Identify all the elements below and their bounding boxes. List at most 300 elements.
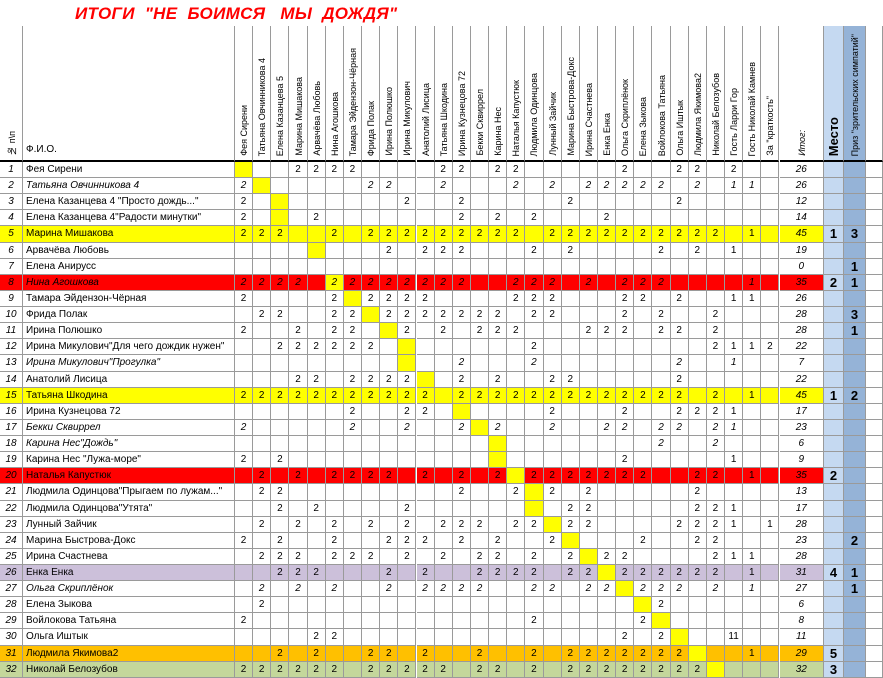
score-cell[interactable]: [761, 323, 779, 339]
participant-name-cell[interactable]: Бекки Сквиррел: [23, 420, 235, 436]
participant-name-cell[interactable]: Лунный Зайчик: [23, 517, 235, 533]
score-cell[interactable]: [344, 581, 362, 597]
score-cell[interactable]: [562, 355, 580, 371]
score-cell[interactable]: [344, 662, 362, 678]
score-cell[interactable]: 2: [562, 549, 580, 565]
score-cell[interactable]: [453, 436, 471, 452]
score-cell[interactable]: [761, 420, 779, 436]
score-cell[interactable]: [289, 646, 307, 662]
score-cell[interactable]: 2: [271, 501, 289, 517]
score-cell[interactable]: [743, 243, 761, 259]
score-cell[interactable]: [289, 226, 307, 242]
score-cell[interactable]: [489, 243, 507, 259]
score-cell[interactable]: [562, 420, 580, 436]
score-cell[interactable]: [326, 194, 344, 210]
score-cell[interactable]: 2: [562, 517, 580, 533]
score-cell[interactable]: [616, 501, 634, 517]
score-cell[interactable]: [489, 629, 507, 645]
score-cell[interactable]: [235, 243, 253, 259]
score-cell[interactable]: [471, 501, 489, 517]
participant-name-cell[interactable]: Ирина Счастнева: [23, 549, 235, 565]
score-cell[interactable]: [471, 404, 489, 420]
score-cell[interactable]: [671, 452, 689, 468]
score-cell[interactable]: 2: [398, 533, 416, 549]
score-cell[interactable]: [308, 259, 326, 275]
score-cell[interactable]: 2: [271, 226, 289, 242]
score-cell[interactable]: [289, 355, 307, 371]
score-cell[interactable]: 2: [525, 565, 543, 581]
score-cell[interactable]: [525, 372, 543, 388]
score-cell[interactable]: 2: [652, 388, 670, 404]
score-cell[interactable]: 2: [562, 226, 580, 242]
score-cell[interactable]: [725, 226, 743, 242]
score-cell[interactable]: [689, 307, 707, 323]
score-cell[interactable]: [271, 178, 289, 194]
score-cell[interactable]: [289, 194, 307, 210]
score-cell[interactable]: 2: [580, 468, 598, 484]
score-cell[interactable]: [235, 307, 253, 323]
score-cell[interactable]: [271, 291, 289, 307]
score-cell[interactable]: [598, 452, 616, 468]
score-cell[interactable]: [634, 549, 652, 565]
score-cell[interactable]: [417, 613, 435, 629]
score-cell[interactable]: 2: [417, 533, 435, 549]
score-cell[interactable]: [435, 597, 453, 613]
score-cell[interactable]: [453, 565, 471, 581]
score-cell[interactable]: [362, 436, 380, 452]
score-cell[interactable]: [634, 355, 652, 371]
score-cell[interactable]: [743, 194, 761, 210]
score-cell[interactable]: 2: [417, 307, 435, 323]
score-cell[interactable]: [435, 420, 453, 436]
score-cell[interactable]: 2: [253, 275, 271, 291]
participant-name-cell[interactable]: Фея Сирени: [23, 162, 235, 178]
score-cell[interactable]: [344, 629, 362, 645]
score-cell[interactable]: 2: [616, 468, 634, 484]
score-cell[interactable]: 2: [435, 243, 453, 259]
score-cell[interactable]: 2: [289, 468, 307, 484]
score-cell[interactable]: [544, 629, 562, 645]
score-cell[interactable]: 2: [634, 275, 652, 291]
score-cell[interactable]: [289, 307, 307, 323]
score-cell[interactable]: [743, 404, 761, 420]
score-cell[interactable]: 2: [362, 275, 380, 291]
score-cell[interactable]: [253, 565, 271, 581]
score-cell[interactable]: [743, 420, 761, 436]
score-cell[interactable]: 2: [289, 275, 307, 291]
score-cell[interactable]: 2: [289, 565, 307, 581]
score-cell[interactable]: [761, 259, 779, 275]
score-cell[interactable]: 2: [453, 484, 471, 500]
score-cell[interactable]: 2: [507, 323, 525, 339]
score-cell[interactable]: 2: [616, 646, 634, 662]
score-cell[interactable]: [562, 162, 580, 178]
score-cell[interactable]: [616, 436, 634, 452]
participant-name-cell[interactable]: Елена Анирусс: [23, 259, 235, 275]
score-cell[interactable]: [761, 597, 779, 613]
score-cell[interactable]: 2: [616, 275, 634, 291]
score-cell[interactable]: [417, 484, 435, 500]
score-cell[interactable]: [689, 646, 707, 662]
score-cell[interactable]: [652, 533, 670, 549]
score-cell[interactable]: 2: [689, 662, 707, 678]
score-cell[interactable]: 2: [344, 307, 362, 323]
score-cell[interactable]: [471, 259, 489, 275]
score-cell[interactable]: [652, 484, 670, 500]
score-cell[interactable]: 2: [253, 226, 271, 242]
score-cell[interactable]: [507, 452, 525, 468]
score-cell[interactable]: [380, 355, 398, 371]
header-judge-cell[interactable]: [507, 26, 525, 162]
score-cell[interactable]: [235, 468, 253, 484]
score-cell[interactable]: [580, 162, 598, 178]
score-cell[interactable]: 2: [707, 388, 725, 404]
score-cell[interactable]: 2: [453, 355, 471, 371]
score-cell[interactable]: 2: [453, 275, 471, 291]
score-cell[interactable]: [598, 243, 616, 259]
score-cell[interactable]: [489, 339, 507, 355]
score-cell[interactable]: [507, 420, 525, 436]
score-cell[interactable]: [743, 597, 761, 613]
score-cell[interactable]: [344, 597, 362, 613]
score-cell[interactable]: 2: [308, 210, 326, 226]
score-cell[interactable]: 2: [598, 468, 616, 484]
score-cell[interactable]: 2: [544, 420, 562, 436]
header-judge-cell[interactable]: [417, 26, 435, 162]
score-cell[interactable]: [725, 468, 743, 484]
score-cell[interactable]: [652, 162, 670, 178]
score-cell[interactable]: [435, 468, 453, 484]
score-cell[interactable]: [652, 355, 670, 371]
header-judge-cell[interactable]: [308, 26, 326, 162]
score-cell[interactable]: [380, 452, 398, 468]
score-cell[interactable]: 2: [489, 468, 507, 484]
score-cell[interactable]: 2: [380, 243, 398, 259]
score-cell[interactable]: [616, 339, 634, 355]
score-cell[interactable]: [689, 210, 707, 226]
score-cell[interactable]: 2: [289, 662, 307, 678]
score-cell[interactable]: [253, 210, 271, 226]
score-cell[interactable]: [289, 533, 307, 549]
score-cell[interactable]: [253, 420, 271, 436]
score-cell[interactable]: 2: [362, 226, 380, 242]
score-cell[interactable]: 2: [634, 581, 652, 597]
score-cell[interactable]: [761, 210, 779, 226]
participant-name-cell[interactable]: Татьяна Овчинникова 4: [23, 178, 235, 194]
score-cell[interactable]: [253, 243, 271, 259]
score-cell[interactable]: 2: [616, 420, 634, 436]
header-judge-cell[interactable]: [471, 26, 489, 162]
score-cell[interactable]: [435, 291, 453, 307]
score-cell[interactable]: 2: [398, 226, 416, 242]
score-cell[interactable]: [253, 162, 271, 178]
score-cell[interactable]: 2: [544, 178, 562, 194]
score-cell[interactable]: [761, 646, 779, 662]
header-judge-cell[interactable]: [253, 26, 271, 162]
score-cell[interactable]: [616, 210, 634, 226]
score-cell[interactable]: [308, 194, 326, 210]
score-cell[interactable]: [362, 501, 380, 517]
score-cell[interactable]: [362, 629, 380, 645]
score-cell[interactable]: [598, 404, 616, 420]
score-cell[interactable]: 1: [725, 355, 743, 371]
score-cell[interactable]: [562, 259, 580, 275]
participant-name-cell[interactable]: Тамара Эйдензон-Чёрная: [23, 291, 235, 307]
score-cell[interactable]: [253, 178, 271, 194]
score-cell[interactable]: 2: [435, 307, 453, 323]
score-cell[interactable]: [471, 178, 489, 194]
score-cell[interactable]: [235, 436, 253, 452]
score-cell[interactable]: [652, 210, 670, 226]
score-cell[interactable]: [525, 226, 543, 242]
score-cell[interactable]: [326, 178, 344, 194]
score-cell[interactable]: [326, 404, 344, 420]
score-cell[interactable]: [689, 420, 707, 436]
score-cell[interactable]: 2: [598, 549, 616, 565]
score-cell[interactable]: [326, 210, 344, 226]
score-cell[interactable]: [580, 355, 598, 371]
header-judge-cell[interactable]: [598, 26, 616, 162]
score-cell[interactable]: [235, 629, 253, 645]
score-cell[interactable]: 2: [580, 388, 598, 404]
score-cell[interactable]: [289, 436, 307, 452]
score-cell[interactable]: [308, 452, 326, 468]
score-cell[interactable]: 2: [616, 549, 634, 565]
score-cell[interactable]: 2: [616, 388, 634, 404]
score-cell[interactable]: [235, 501, 253, 517]
score-cell[interactable]: [544, 613, 562, 629]
score-cell[interactable]: [544, 452, 562, 468]
score-cell[interactable]: 2: [544, 484, 562, 500]
score-cell[interactable]: 2: [525, 662, 543, 678]
score-cell[interactable]: [362, 484, 380, 500]
score-cell[interactable]: [598, 629, 616, 645]
score-cell[interactable]: 2: [271, 646, 289, 662]
score-cell[interactable]: [634, 517, 652, 533]
score-cell[interactable]: [507, 355, 525, 371]
score-cell[interactable]: [417, 629, 435, 645]
score-cell[interactable]: 1: [725, 339, 743, 355]
score-cell[interactable]: [707, 162, 725, 178]
score-cell[interactable]: [362, 323, 380, 339]
score-cell[interactable]: [380, 404, 398, 420]
score-cell[interactable]: 2: [707, 323, 725, 339]
score-cell[interactable]: [544, 194, 562, 210]
score-cell[interactable]: 2: [235, 452, 253, 468]
score-cell[interactable]: [471, 339, 489, 355]
participant-name-cell[interactable]: Карина Нес"Дождь": [23, 436, 235, 452]
score-cell[interactable]: [707, 210, 725, 226]
score-cell[interactable]: [544, 501, 562, 517]
score-cell[interactable]: [562, 484, 580, 500]
score-cell[interactable]: 2: [652, 226, 670, 242]
score-cell[interactable]: 2: [634, 646, 652, 662]
header-judge-cell[interactable]: [453, 26, 471, 162]
score-cell[interactable]: [326, 501, 344, 517]
score-cell[interactable]: [308, 355, 326, 371]
score-cell[interactable]: [471, 484, 489, 500]
score-cell[interactable]: 2: [489, 372, 507, 388]
score-cell[interactable]: [562, 275, 580, 291]
score-cell[interactable]: 2: [398, 275, 416, 291]
score-cell[interactable]: [417, 517, 435, 533]
score-cell[interactable]: 2: [525, 339, 543, 355]
score-cell[interactable]: 2: [344, 420, 362, 436]
score-cell[interactable]: [289, 501, 307, 517]
score-cell[interactable]: 2: [398, 372, 416, 388]
score-cell[interactable]: [598, 613, 616, 629]
score-cell[interactable]: 2: [652, 323, 670, 339]
score-cell[interactable]: 2: [634, 178, 652, 194]
score-cell[interactable]: 2: [417, 243, 435, 259]
score-cell[interactable]: 2: [380, 533, 398, 549]
score-cell[interactable]: [489, 517, 507, 533]
score-cell[interactable]: 2: [271, 275, 289, 291]
score-cell[interactable]: 1: [743, 565, 761, 581]
score-cell[interactable]: [507, 629, 525, 645]
score-cell[interactable]: [634, 372, 652, 388]
score-cell[interactable]: 2: [671, 323, 689, 339]
score-cell[interactable]: 2: [616, 404, 634, 420]
score-cell[interactable]: [308, 178, 326, 194]
score-cell[interactable]: 2: [634, 565, 652, 581]
score-cell[interactable]: [689, 323, 707, 339]
score-cell[interactable]: [380, 210, 398, 226]
score-cell[interactable]: 2: [671, 194, 689, 210]
score-cell[interactable]: [235, 549, 253, 565]
score-cell[interactable]: 2: [326, 533, 344, 549]
score-cell[interactable]: [743, 210, 761, 226]
score-cell[interactable]: [326, 565, 344, 581]
score-cell[interactable]: [580, 597, 598, 613]
score-cell[interactable]: 2: [453, 210, 471, 226]
score-cell[interactable]: [761, 533, 779, 549]
score-cell[interactable]: [652, 291, 670, 307]
score-cell[interactable]: [326, 372, 344, 388]
score-cell[interactable]: [453, 339, 471, 355]
score-cell[interactable]: [235, 259, 253, 275]
score-cell[interactable]: [398, 452, 416, 468]
score-cell[interactable]: [725, 388, 743, 404]
score-cell[interactable]: 2: [562, 194, 580, 210]
score-cell[interactable]: [362, 597, 380, 613]
score-cell[interactable]: 2: [417, 226, 435, 242]
score-cell[interactable]: [652, 259, 670, 275]
score-cell[interactable]: [707, 194, 725, 210]
score-cell[interactable]: [671, 275, 689, 291]
score-cell[interactable]: [435, 629, 453, 645]
score-cell[interactable]: 2: [562, 662, 580, 678]
score-cell[interactable]: [580, 291, 598, 307]
score-cell[interactable]: [598, 162, 616, 178]
score-cell[interactable]: [471, 468, 489, 484]
score-cell[interactable]: 1: [725, 549, 743, 565]
score-cell[interactable]: 2: [253, 597, 271, 613]
score-cell[interactable]: 2: [616, 291, 634, 307]
score-cell[interactable]: 2: [580, 275, 598, 291]
score-cell[interactable]: [671, 613, 689, 629]
score-cell[interactable]: [308, 404, 326, 420]
score-cell[interactable]: 2: [417, 388, 435, 404]
score-cell[interactable]: 1: [743, 275, 761, 291]
score-cell[interactable]: [435, 484, 453, 500]
participant-name-cell[interactable]: Николай Белозубов: [23, 662, 235, 678]
score-cell[interactable]: [652, 517, 670, 533]
score-cell[interactable]: [725, 323, 743, 339]
score-cell[interactable]: 2: [398, 517, 416, 533]
score-cell[interactable]: 2: [652, 597, 670, 613]
score-cell[interactable]: [743, 533, 761, 549]
score-cell[interactable]: 2: [344, 323, 362, 339]
score-cell[interactable]: [398, 178, 416, 194]
score-cell[interactable]: [544, 323, 562, 339]
score-cell[interactable]: [671, 501, 689, 517]
score-cell[interactable]: [689, 549, 707, 565]
score-cell[interactable]: [562, 613, 580, 629]
score-cell[interactable]: [398, 597, 416, 613]
score-cell[interactable]: [380, 501, 398, 517]
score-cell[interactable]: [598, 194, 616, 210]
score-cell[interactable]: 1: [743, 468, 761, 484]
score-cell[interactable]: [344, 210, 362, 226]
score-cell[interactable]: [308, 468, 326, 484]
score-cell[interactable]: [308, 436, 326, 452]
score-cell[interactable]: 2: [634, 388, 652, 404]
score-cell[interactable]: 2: [507, 178, 525, 194]
score-cell[interactable]: [562, 323, 580, 339]
score-cell[interactable]: [743, 484, 761, 500]
score-cell[interactable]: 2: [362, 178, 380, 194]
score-cell[interactable]: [652, 468, 670, 484]
score-cell[interactable]: 2: [453, 162, 471, 178]
score-cell[interactable]: 2: [271, 565, 289, 581]
score-cell[interactable]: 2: [525, 355, 543, 371]
score-cell[interactable]: 2: [525, 549, 543, 565]
score-cell[interactable]: [344, 452, 362, 468]
score-cell[interactable]: 2: [380, 662, 398, 678]
score-cell[interactable]: [562, 404, 580, 420]
score-cell[interactable]: [253, 613, 271, 629]
score-cell[interactable]: [598, 307, 616, 323]
score-cell[interactable]: 1: [743, 339, 761, 355]
score-cell[interactable]: 2: [471, 307, 489, 323]
score-cell[interactable]: 2: [707, 404, 725, 420]
score-cell[interactable]: 2: [453, 388, 471, 404]
score-cell[interactable]: 2: [326, 226, 344, 242]
score-cell[interactable]: [507, 597, 525, 613]
score-cell[interactable]: 2: [435, 323, 453, 339]
score-cell[interactable]: [471, 210, 489, 226]
score-cell[interactable]: [761, 275, 779, 291]
score-cell[interactable]: [235, 484, 253, 500]
score-cell[interactable]: [271, 194, 289, 210]
score-cell[interactable]: [671, 178, 689, 194]
score-cell[interactable]: [707, 484, 725, 500]
score-cell[interactable]: 2: [380, 388, 398, 404]
score-cell[interactable]: [761, 372, 779, 388]
score-cell[interactable]: [580, 194, 598, 210]
score-cell[interactable]: 2: [580, 323, 598, 339]
score-cell[interactable]: [725, 194, 743, 210]
score-cell[interactable]: [344, 565, 362, 581]
score-cell[interactable]: [707, 259, 725, 275]
score-cell[interactable]: [489, 404, 507, 420]
score-cell[interactable]: 2: [489, 533, 507, 549]
score-cell[interactable]: [652, 372, 670, 388]
score-cell[interactable]: 2: [525, 307, 543, 323]
score-cell[interactable]: 2: [544, 581, 562, 597]
score-cell[interactable]: 2: [326, 291, 344, 307]
